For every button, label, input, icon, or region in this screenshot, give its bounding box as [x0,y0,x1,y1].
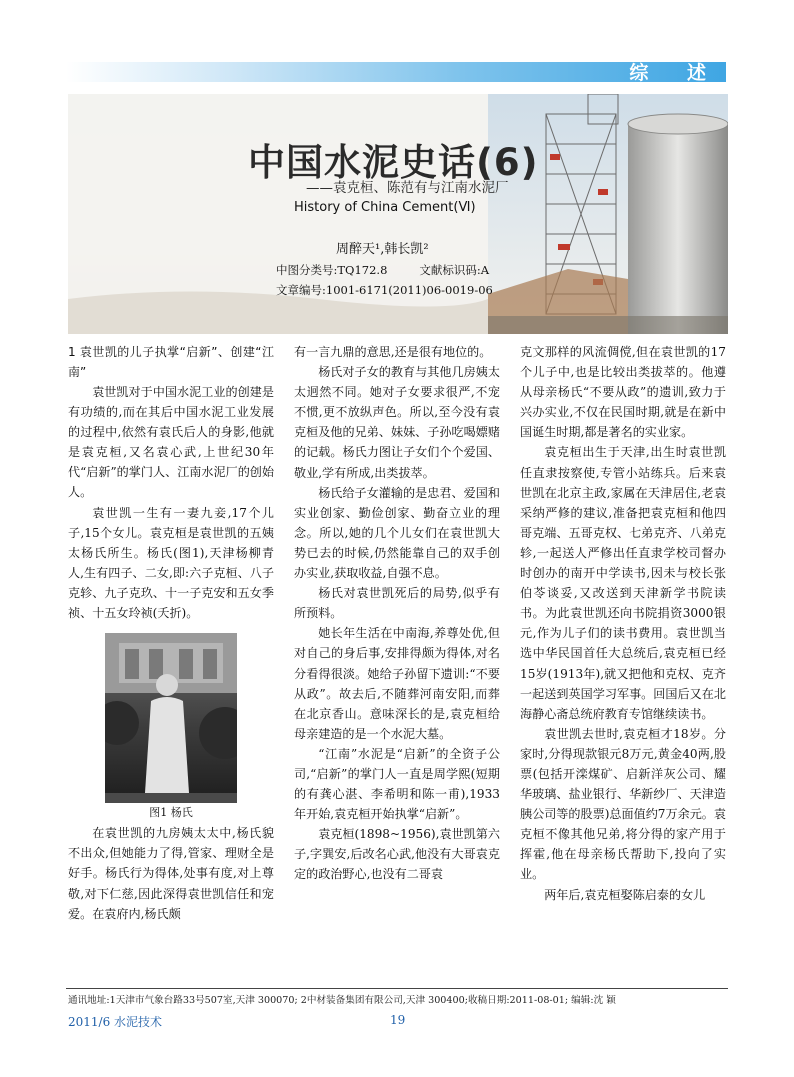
clc-number: 中图分类号:TQ172.8 [276,263,388,277]
article-banner [68,94,728,334]
paragraph: 杨氏对子女的教育与其他几房姨太太迥然不同。她对子女要求很严,不宠不惯,更不放纵声色。所以,至今没有袁克桓及他的兄弟、妹妹、子孙吃喝嫖赌的记载。杨氏力图让子女们个个爱国、敬业,学有所成,出类拔萃。 [294,365,500,480]
figure-1 [105,633,237,823]
paragraph: 袁世凯一生有一妻九妾,17个儿子,15个女儿。袁克桓是袁世凯的五姨太杨氏所生。杨氏(图1),天津杨柳青人,生有四子、二女,即:六子克桓、八子克轸、九子克玖、十一子克安和五女季祯、十五女玲祯(夭折)。 [68,505,274,621]
paragraph: 杨氏给子女灌输的是忠君、爱国和实业创家、勤俭创家、勤奋立业的理念。所以,她的几个儿女们在袁世凯大势已去的时候,仍然能靠自己的双手创办实业,获取收益,自强不息。 [294,485,500,581]
header-gradient-band [66,62,726,82]
classification-line [276,262,489,278]
document-code: 文献标识码:A [419,263,490,277]
paragraph: 在袁世凯的九房姨太太中,杨氏貌不出众,但她能力了得,管家、理财全是好手。杨氏行为得体,处事有度,对上尊敬,对下仁慈,因此深得袁世凯信任和宠爱。在袁府内,杨氏颇 [68,826,274,921]
paragraph: 袁世凯去世时,袁克桓才18岁。分家时,分得现款银元8万元,黄金40两,股票(包括开滦煤矿、启新洋灰公司、耀华玻璃、盐业银行、华新纱厂、天津造胰公司等的股票)总面值约7万余元。袁克桓不像其他兄弟,将分得的家产用于挥霍,他在母亲杨氏帮助下,投向了实业。 [520,726,726,882]
article-title: 中国水泥史话(6) [248,141,539,184]
paragraph: 袁克桓出生于天津,出生时袁世凯任直隶按察使,专管小站练兵。后来袁世凯在北京主政,家属在天津居住,老袁采纳严修的建议,准备把袁克桓和他四哥克端、五哥克权、七弟克齐、八弟克轸,一起送人严修出任直隶学校司督办时创办的南开中学读书,因未与校长张伯苓谈妥,又改送到天津新学书院读书。为此袁世凯还向书院捐资3000银元,作为儿子们的读书费用。袁世凯当选中华民国首任大总统后,袁克桓已经15岁(1913年),就又把他和克权、克齐一起送到英国学习军事。回国后又在北海静心斋总统府教育专馆继续读书。 [520,445,726,721]
page-number: 19 [390,1013,406,1027]
paragraph: 袁克桓(1898~1956),袁世凯第六子,字巽安,后改名心武,他没有大哥袁克定的政治野心,也没有二哥袁 [294,827,500,882]
text-column-2 [294,342,500,885]
journal-name: 2011/6 水泥技术 [68,1015,163,1029]
article-subtitle: ——袁克桓、陈范有与江南水泥厂 [306,180,509,196]
paragraph: “江南”水泥是“启新”的全资子公司,“启新”的掌门人一直是周学熙(短期的有龚心湛、李希明和陈一甫),1933年开始,袁克桓开始执掌“启新”。 [294,746,500,822]
article-authors: 周醉天¹,韩长凯² [336,242,429,257]
footer-divider [66,988,728,989]
paragraph: 杨氏对袁世凯死后的局势,似乎有所预料。 [294,586,500,621]
article-title-english: History of China Cement(Ⅵ) [294,200,476,215]
portrait-photo [105,633,237,803]
section-heading: 1 袁世凯的儿子执掌“启新”、创建“江南” [68,345,274,379]
text-column-3 [520,342,726,905]
text-column-1 [68,342,274,924]
article-number: 文章编号:1001-6171(2011)06-0019-06 [276,283,493,297]
footnote: 通讯地址:1天津市气象台路33号507室,天津 300070; 2中材装备集团有限公司,天津 300400;收稿日期:2011-08-01; 编辑:沈 颖 [68,995,616,1006]
paragraph: 她长年生活在中南海,养尊处优,但对自己的身后事,安排得颇为得体,对名分看得很淡。她给子孙留下遗训:“不要从政”。故去后,不随葬河南安阳,而葬在北京香山。意味深长的是,袁克桓给母亲建造的是一个水泥大墓。 [294,626,500,741]
section-tag: 综 述 [629,62,722,84]
paragraph: 克文那样的风流倜傥,但在袁世凯的17个儿子中,也是比较出类拔萃的。他遵从母亲杨氏“不要从政”的遗训,致力于兴办实业,不仅在民国时期,就是在新中国诞生时期,都是著名的实业家。 [520,345,726,440]
paragraph: 袁世凯对于中国水泥工业的创建是有功绩的,而在其后中国水泥工业发展的过程中,依然有袁氏后人的身影,他就是袁克桓,又名袁心武,上世纪30年代“启新”的掌门人、江南水泥厂的创始人。 [68,385,274,500]
figure-caption: 图1 杨氏 [149,806,193,820]
paragraph: 两年后,袁克桓娶陈启泰的女儿 [544,887,706,902]
paragraph: 有一言九鼎的意思,还是很有地位的。 [294,345,492,359]
